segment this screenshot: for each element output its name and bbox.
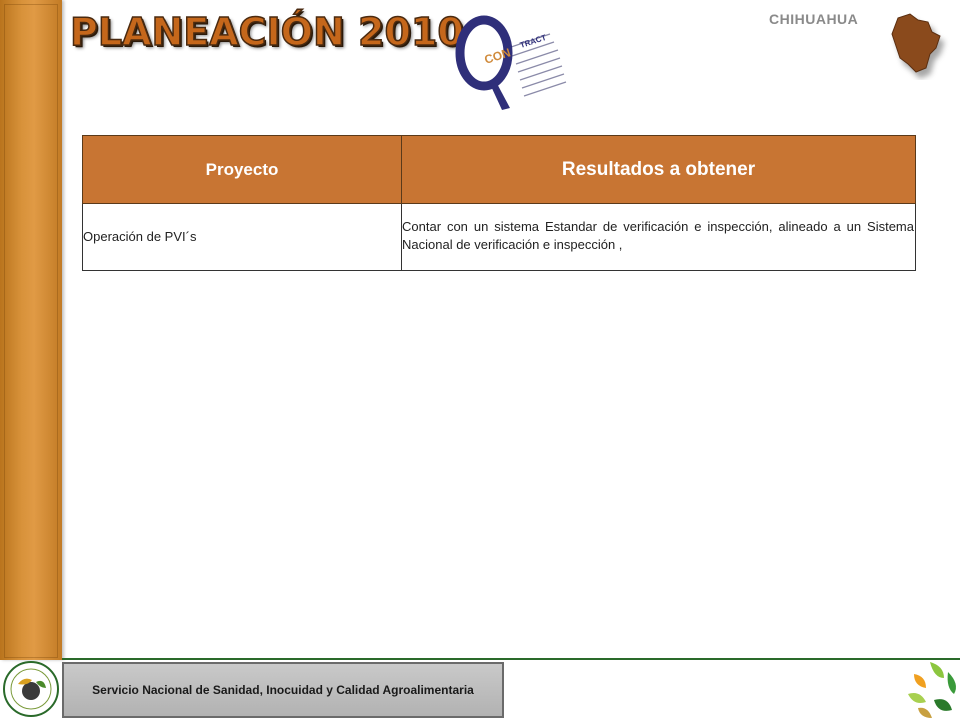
state-label: CHIHUAHUA: [769, 11, 859, 27]
footer-divider: [62, 658, 960, 660]
contract-logo: [446, 8, 576, 113]
footer-banner: [62, 662, 504, 718]
left-decorative-bar: [0, 0, 62, 660]
header-proyecto: Proyecto: [83, 136, 402, 204]
svg-text:CON: CON: [482, 45, 513, 67]
page-title: PLANEACIÓN 2010: [70, 10, 464, 54]
state-map-icon: [888, 10, 950, 80]
table-header-row: [83, 136, 916, 204]
projects-table: [82, 135, 916, 271]
left-bar-border: [4, 4, 58, 658]
agro-leaf-logo-icon: [900, 660, 960, 720]
footer-text: Servicio Nacional de Sanidad, Inocuidad y Calidad Agroalimentaria: [92, 683, 474, 697]
cell-resultados: [402, 204, 916, 271]
svg-text:TRACT: TRACT: [518, 32, 548, 50]
senasica-seal-icon: [2, 660, 60, 718]
proyecto-text: Operación de PVI´s: [83, 229, 197, 244]
cell-proyecto: [83, 204, 402, 271]
table-row: [83, 204, 916, 271]
resultados-text: Contar con un sistema Estandar de verificación e inspección, alineado a un Sistema Nacional de verificación e inspección ,: [402, 219, 914, 252]
header-resultados: Resultados a obtener: [402, 136, 916, 204]
